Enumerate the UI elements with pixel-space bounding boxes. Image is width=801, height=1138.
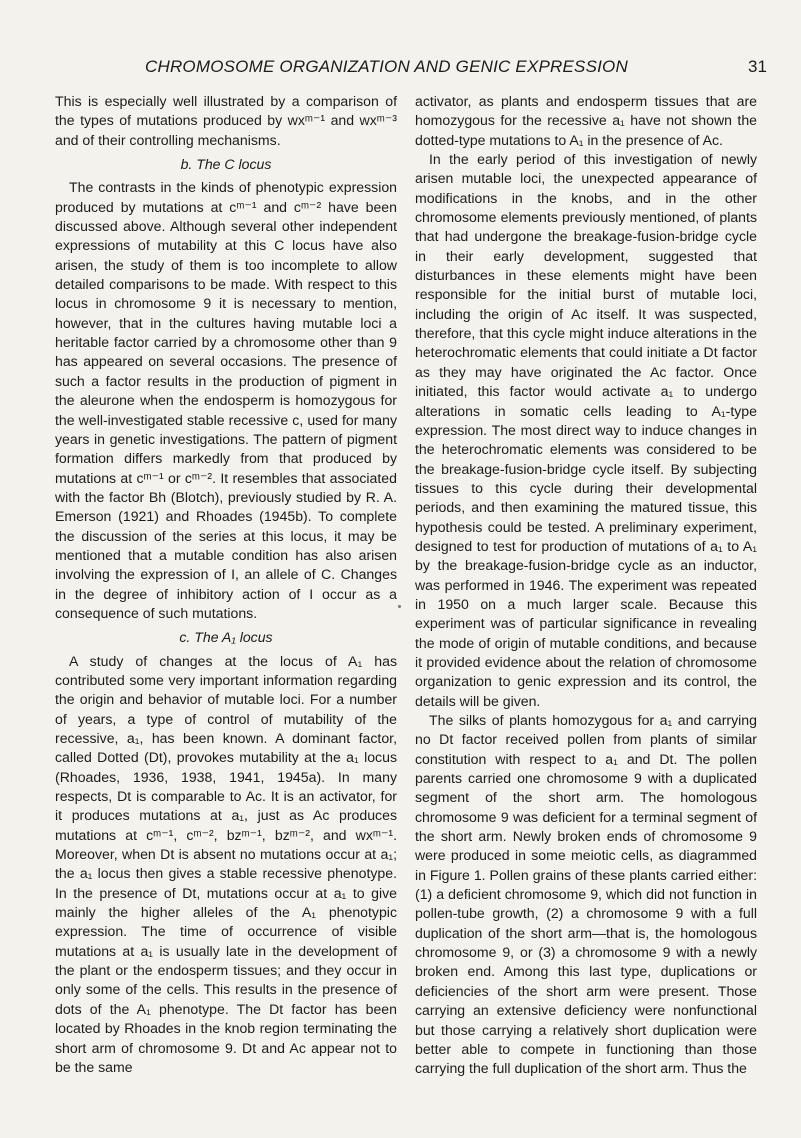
- paragraph: The contrasts in the kinds of phenotypic expression produced by mutations at cᵐ⁻¹ and cᵐ⁻² have been discussed above. Although several other independent expressions of mutability at this C locus have also arisen, the study of them is too incomplete to allow detailed comparisons to be made. With respect to this locus in chromosome 9 it is necessary to mention, however, that in the cultures having mutable loci a heritable factor carried by a chromosome other than 9 has appeared on several occasions. The presence of such a factor results in the production of pigment in the aleurone when the endosperm is homozygous for the well-investigated stable recessive c, used for many years in genetic investigations. The pattern of pigment formation differs markedly from that produced by mutations at cᵐ⁻¹ or cᵐ⁻². It resembles that associated with the factor Bh (Blotch), previously studied by R. A. Emerson (1921) and Rhoades (1945b). To complete the discussion of the series at this locus, it may be mentioned that a mutable condition has also arisen involving the expression of I, an allele of C. Changes in the degree of inhibitory action of I occur as a consequence of such mutations.: [55, 179, 397, 621]
- running-head: CHROMOSOME ORGANIZATION AND GENIC EXPRESSION: [145, 57, 628, 76]
- margin-mark: [398, 605, 401, 608]
- left-column: [55, 92, 397, 1077]
- paragraph: This is especially well illustrated by a comparison of the types of mutations produced by wxᵐ⁻¹ and wxᵐ⁻³ and of their controlling mechanisms.: [55, 93, 397, 148]
- section-heading-a1-locus: c. The A₁ locus: [179, 629, 273, 646]
- paragraph: The silks of plants homozygous for a₁ and carrying no Dt factor received pollen from plants of similar constitution with respect to a₁ and Dt. The pollen parents carried one chromosome 9 with a duplicated segment of the short arm. The homologous chromosome 9 was deficient for a terminal segment of the short arm. Newly broken ends of chromosome 9 were produced in some meiotic cells, as diagrammed in Figure 1. Pollen grains of these plants carried either: (1) a deficient chromosome 9, which did not function in pollen-tube growth, (2) a chromosome 9 with a full duplication of the short arm—that is, the homologous chromosome 9, or (3) a chromosome 9 with a newly broken end. Among this last type, duplications or deficiencies of the short arm were present. Those carrying an extensive deficiency were nonfunctional but those carrying a relatively short duplication were better able to compete in functioning than those carrying the full duplication of the short arm. Thus the: [415, 712, 757, 1077]
- paragraph: A study of changes at the locus of A₁ has contributed some very important information regarding the origin and behavior of mutable loci. For a number of years, a type of control of mutability of the recessive, a₁, has been known. A dominant factor, called Dotted (Dt), provokes mutability at the a₁ locus (Rhoades, 1936, 1938, 1941, 1945a). In many respects, Dt is comparable to Ac. It is an activator, for it produces mutations at a₁, just as Ac produces mutations at cᵐ⁻¹, cᵐ⁻², bzᵐ⁻¹, bzᵐ⁻², and wxᵐ⁻¹. Moreover, when Dt is absent no mutations occur at a₁; the a₁ locus then gives a stable recessive phenotype. In the presence of Dt, mutations occur at a₁ to give mainly the higher alleles of the A₁ phenotypic expression. The time of occurrence of visible mutations at a₁ is usually late in the development of the plant or the endosperm tissues; and they occur in only some of the cells. This results in the presence of dots of the A₁ phenotype. The Dt factor has been located by Rhoades in the knob region terminating the short arm of chromosome 9. Dt and Ac appear not to be the same: [55, 652, 397, 1075]
- paragraph: activator, as plants and endosperm tissues that are homozygous for the recessive a₁ have not shown the dotted-type mutations to A₁ in the presence of Ac.: [415, 93, 757, 148]
- right-column: [415, 92, 757, 1079]
- section-heading-c-locus: b. The C locus: [180, 156, 272, 173]
- paragraph: In the early period of this investigation of newly arisen mutable loci, the unexpected appearance of modifications in the knobs, and in the other chromosome elements previously mentioned, of plants that had undergone the breakage-fusion-bridge cycle in their early development, suggested that disturbances in these elements might have been responsible for the initial burst of mutable loci, including the origin of Ac itself. It was suspected, therefore, that this cycle might induce alterations in the heterochromatic elements that could initiate a Dt factor as they may have originated the Ac factor. Once initiated, this factor would activate a₁ to undergo alterations in somatic cells leading to A₁-type expression. The most direct way to induce changes in the heterochromatic elements was considered to be the breakage-fusion-bridge cycle itself. By subjecting tissues to this cycle during their developmental periods, and then examining the matured tissue, this hypothesis could be tested. A preliminary experiment, designed to test for production of mutations of a₁ to A₁ by the breakage-fusion-bridge cycle as an inductor, was performed in 1946. The experiment was repeated in 1950 on a much larger scale. Because this experiment was of particular significance in revealing the mode of origin of mutable conditions, and because it provided evidence about the relation of chromosome organization to genic expression and its control, the details will be given.: [415, 151, 757, 709]
- page-number: 31: [748, 57, 767, 76]
